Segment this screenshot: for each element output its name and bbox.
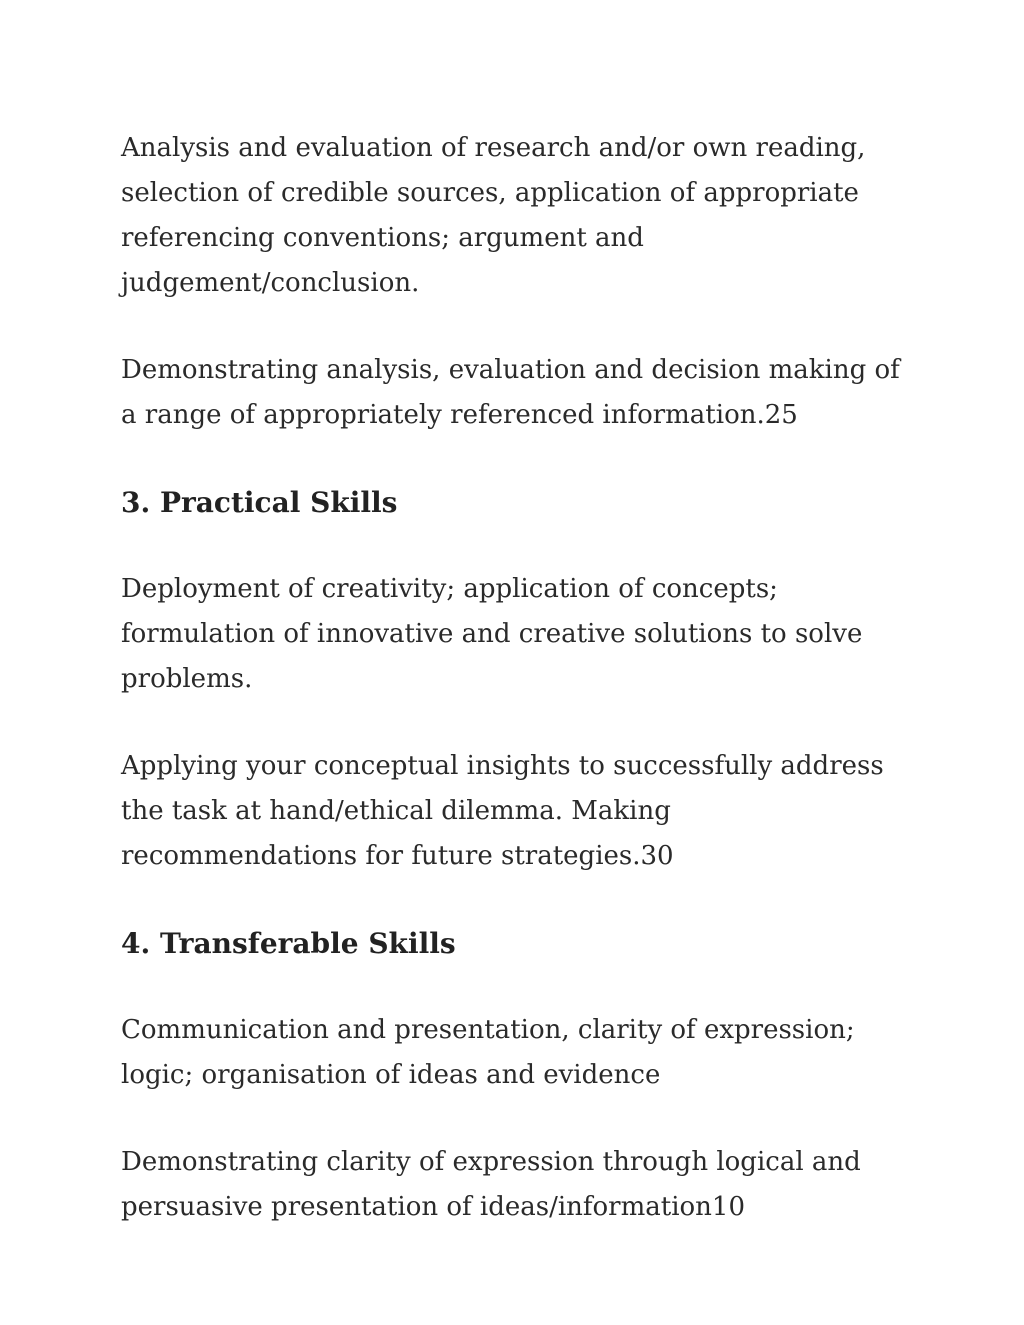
heading-transferable-skills: 4. Transferable Skills — [121, 927, 456, 960]
paragraph-research-analysis: Analysis and evaluation of research and/or own reading, selection of credible sources, application of appropriate referencing conventions; argument and judgement/conclusion. — [121, 133, 866, 298]
heading-practical-skills: 3. Practical Skills — [121, 486, 398, 519]
paragraph-analysis-criteria: Demonstrating analysis, evaluation and decision making of a range of appropriately referenced information.25 — [121, 355, 900, 430]
paragraph-communication: Communication and presentation, clarity of expression; logic; organisation of ideas and evidence — [121, 1015, 855, 1090]
paragraph-clarity-expression: Demonstrating clarity of expression through logical and persuasive presentation of ideas/information10 — [121, 1147, 861, 1222]
document-page — [121, 126, 911, 1272]
paragraph-conceptual-insights: Applying your conceptual insights to successfully address the task at hand/ethical dilemma. Making recommendations for future strategies.30 — [121, 751, 884, 871]
paragraph-creativity: Deployment of creativity; application of concepts; formulation of innovative and creative solutions to solve problems. — [121, 574, 863, 694]
